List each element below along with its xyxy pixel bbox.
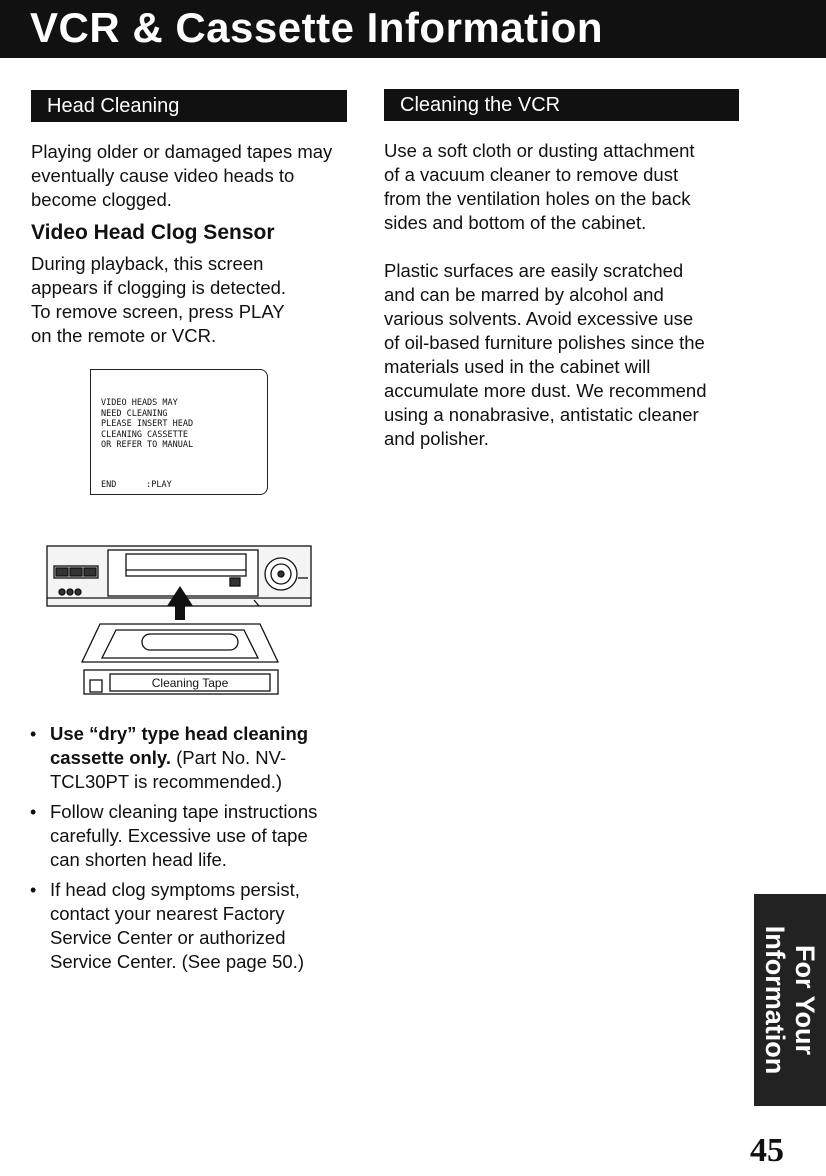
cassette-icon [82,624,278,662]
bullet-text: Follow cleaning tape instructions carefully. Excessive use of tape can shorten head life. [50,801,318,870]
para-line: of oil-based furniture polishes since the [384,332,705,353]
screen-line: PLEASE INSERT HEAD [101,419,194,429]
side-tab-label [760,894,820,1106]
para-line: and polisher. [384,428,489,449]
intro-line: eventually cause video heads to [31,165,295,186]
cleaning-vcr-para2 [384,259,754,451]
screen-line: NEED CLEANING [101,408,168,419]
bullet-bold-text: Use “dry” type head cleaning cassette only. [50,723,309,768]
bullet-item [30,800,340,872]
screen-line: OR REFER TO MANUAL [101,440,194,450]
side-tab-line: Information [760,925,790,1075]
sensor-line: During playback, this screen [31,253,264,274]
sensor-line: on the remote or VCR. [31,325,217,346]
side-tab-line: For Your [790,944,820,1055]
para-line: Plastic surfaces are easily scratched [384,260,684,281]
bullet-text: (Part No. NV-TCL30PT is recommended.) [50,747,287,792]
head-cleaning-intro [31,140,351,212]
page-header [0,0,826,58]
screen-message [101,398,193,451]
screen-line: CLEANING CASSETTE [101,429,188,440]
screen-end-value: :PLAY [146,480,172,490]
sensor-line: appears if clogging is detected. [31,277,287,298]
head-cleaning-heading: Head Cleaning [31,90,347,122]
para-line: various solvents. Avoid excessive use [384,308,694,329]
intro-line: become clogged. [31,189,172,210]
cleaning-vcr-heading: Cleaning the VCR [384,89,739,121]
para-line: accumulate more dust. We recommend [384,380,707,401]
page-title: VCR & Cassette Information [30,4,604,51]
intro-line: Playing older or damaged tapes may [31,141,333,162]
screen-line: VIDEO HEADS MAY [101,398,178,408]
for-your-information-tab [754,894,826,1106]
para-line: from the ventilation holes on the back [384,188,691,209]
screen-end-key: END [101,480,117,490]
para-line: using a nonabrasive, antistatic cleaner [384,404,699,425]
para-line: Use a soft cloth or dusting attachment [384,140,695,161]
para-line: materials used in the cabinet will [384,356,651,377]
bullet-item [30,722,340,794]
clog-warning-screen [90,369,268,495]
vcr-cleaning-tape-illustration [44,540,314,700]
bullet-item [30,878,340,974]
clog-sensor-text [31,252,351,348]
para-line: and can be marred by alcohol and [384,284,664,305]
cleaning-vcr-para1 [384,139,754,235]
sensor-line: To remove screen, press PLAY [31,301,285,322]
head-cleaning-bullets [30,722,340,980]
page-number: 45 [750,1132,784,1169]
para-line: of a vacuum cleaner to remove dust [384,164,679,185]
screen-end-row [101,480,172,491]
clog-sensor-subheading: Video Head Clog Sensor [31,221,275,244]
para-line: sides and bottom of the cabinet. [384,212,647,233]
bullet-text: If head clog symptoms persist, contact your nearest Factory Service Center or authorized Service Center. (See page 50.) [50,879,305,972]
cleaning-tape-label: Cleaning Tape [151,676,229,690]
